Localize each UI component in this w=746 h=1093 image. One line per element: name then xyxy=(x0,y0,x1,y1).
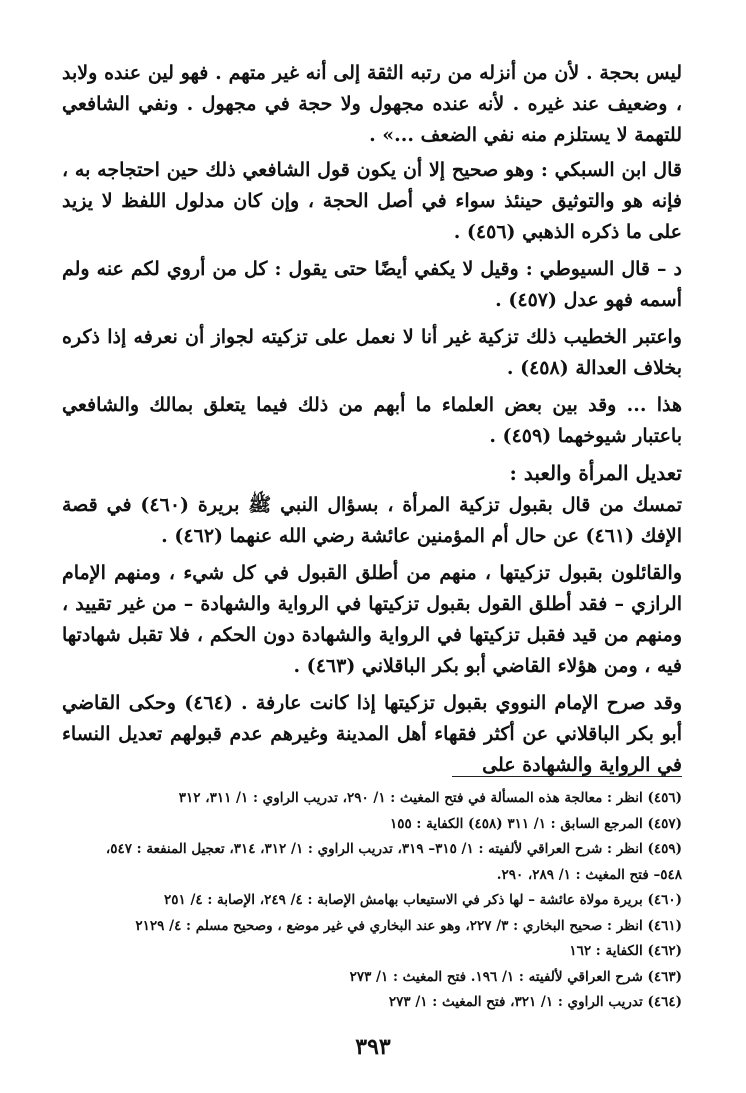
paragraph-6: تمسك من قال بقبول تزكية المرأة ، بسؤال النبي ﷺ بريرة (٤٦٠) في قصة الإفك (٤٦١) عن حال أم المؤمنين عائشة رضي الله عنهما (٤٦٢) . xyxy=(62,494,682,547)
footnote-459: (٤٥٩) انظر : شرح العراقي لألفيته : ١/ ٣١٥– ٣١٩، تدريب الراوي : ١/ ٣١٢، ٣١٤، تعجيل المنفعة : ٥٤٧، xyxy=(105,841,682,857)
main-text xyxy=(62,58,682,781)
footnote-462: (٤٦٢) الكفاية : ١٦٢ xyxy=(569,943,682,959)
footnote-456: (٤٥٦) انظر : معالجة هذه المسألة في فتح المغيث : ١/ ٢٩٠، تدريب الراوي : ١/ ٣١١، ٣١٢ xyxy=(178,790,682,806)
paragraph-4: واعتبر الخطيب ذلك تزكية غير أنا لا نعمل على تزكيته لجواز أن نعرفه إذا ذكره بخلاف العدالة (٤٥٨) . xyxy=(62,326,682,379)
footnote-divider xyxy=(452,776,682,777)
section-heading: تعديل المرأة والعبد : xyxy=(509,461,682,485)
footnote-457-458: (٤٥٧) المرجع السابق : ١/ ٣١١ (٤٥٨) الكفاية : ١٥٥ xyxy=(389,815,682,832)
paragraph-8: وقد صرح الإمام النووي بقبول تزكيتها إذا كانت عارفة . (٤٦٤) وحكى القاضي أبو بكر الباقلاني عن أكثر فقهاء أهل المدينة وغيرهم عدم قبولهم تعديل النساء في الرواية والشهادة على xyxy=(62,692,682,776)
page-number: ٣٩٣ xyxy=(355,1034,391,1060)
paragraph-7: والقائلون بقبول تزكيتها ، منهم من أطلق القبول في كل شيء ، ومنهم الإمام الرازي – فقد أطلق القول بقبول تزكيتها في الرواية والشهادة – من غير تقييد ، ومنهم من قيد فقبل تزكيتها في الرواية والشهادة دون الحكم ، فلا تقبل شهادتها فيه ، ومن هؤلاء القاضي أبو بكر الباقلاني (٤٦٣) . xyxy=(62,562,682,677)
footnote-461: (٤٦١) انظر : صحيح البخاري : ٣/ ٢٢٧، وهو عند البخاري في غير موضع ، وصحيح مسلم : ٤/ ٢١٢٩ xyxy=(135,917,682,934)
paragraph-2: قال ابن السبكي : وهو صحيح إلا أن يكون قول الشافعي ذلك حين احتجاجه به ، فإنه هو والتوثيق حينئذ سواء في أصل الحجة ، وإن كان مدلول اللفظ لا يزيد على ما ذكره الذهبي (٤٥٦) . xyxy=(62,159,682,243)
paragraph-1: ليس بحجة . لأن من أنزله من رتبه الثقة إلى أنه غير متهم . فهو لين عنده ولابد ، وضعيف عند غيره . لأنه عنده مجهول ولا حجة في مجهول . ونفي الشافعي للتهمة لا يستلزم منه نفي الضعف ...» . xyxy=(62,62,682,146)
footnote-459-continued: ٥٤٨– فتح المغيث : ١/ ٢٨٩، ٢٩٠. xyxy=(496,866,682,883)
paragraph-3: د – قال السيوطي : وقيل لا يكفي أيضًا حتى يقول : كل من أروي لكم عنه ولم أسمه فهو عدل (٤٥٧) . xyxy=(62,258,682,311)
paragraph-5: هذا ... وقد بين بعض العلماء ما أبهم من ذلك فيما يتعلق بمالك والشافعي باعتبار شيوخهما (٤٥٩) . xyxy=(62,394,682,447)
footnote-464: (٤٦٤) تدريب الراوي : ١/ ٣٢١، فتح المغيث : ١/ ٢٧٣ xyxy=(388,994,682,1010)
footnote-463: (٤٦٣) شرح العراقي لألفيته : ١/ ١٩٦. فتح المغيث : ١/ ٢٧٣ xyxy=(349,968,682,985)
footnotes xyxy=(64,786,682,1016)
footnote-460: (٤٦٠) بريرة مولاة عائشة – لها ذكر في الاستيعاب بهامش الإصابة : ٤/ ٢٤٩، الإصابة : ٤/ ٢٥١ xyxy=(163,892,682,908)
